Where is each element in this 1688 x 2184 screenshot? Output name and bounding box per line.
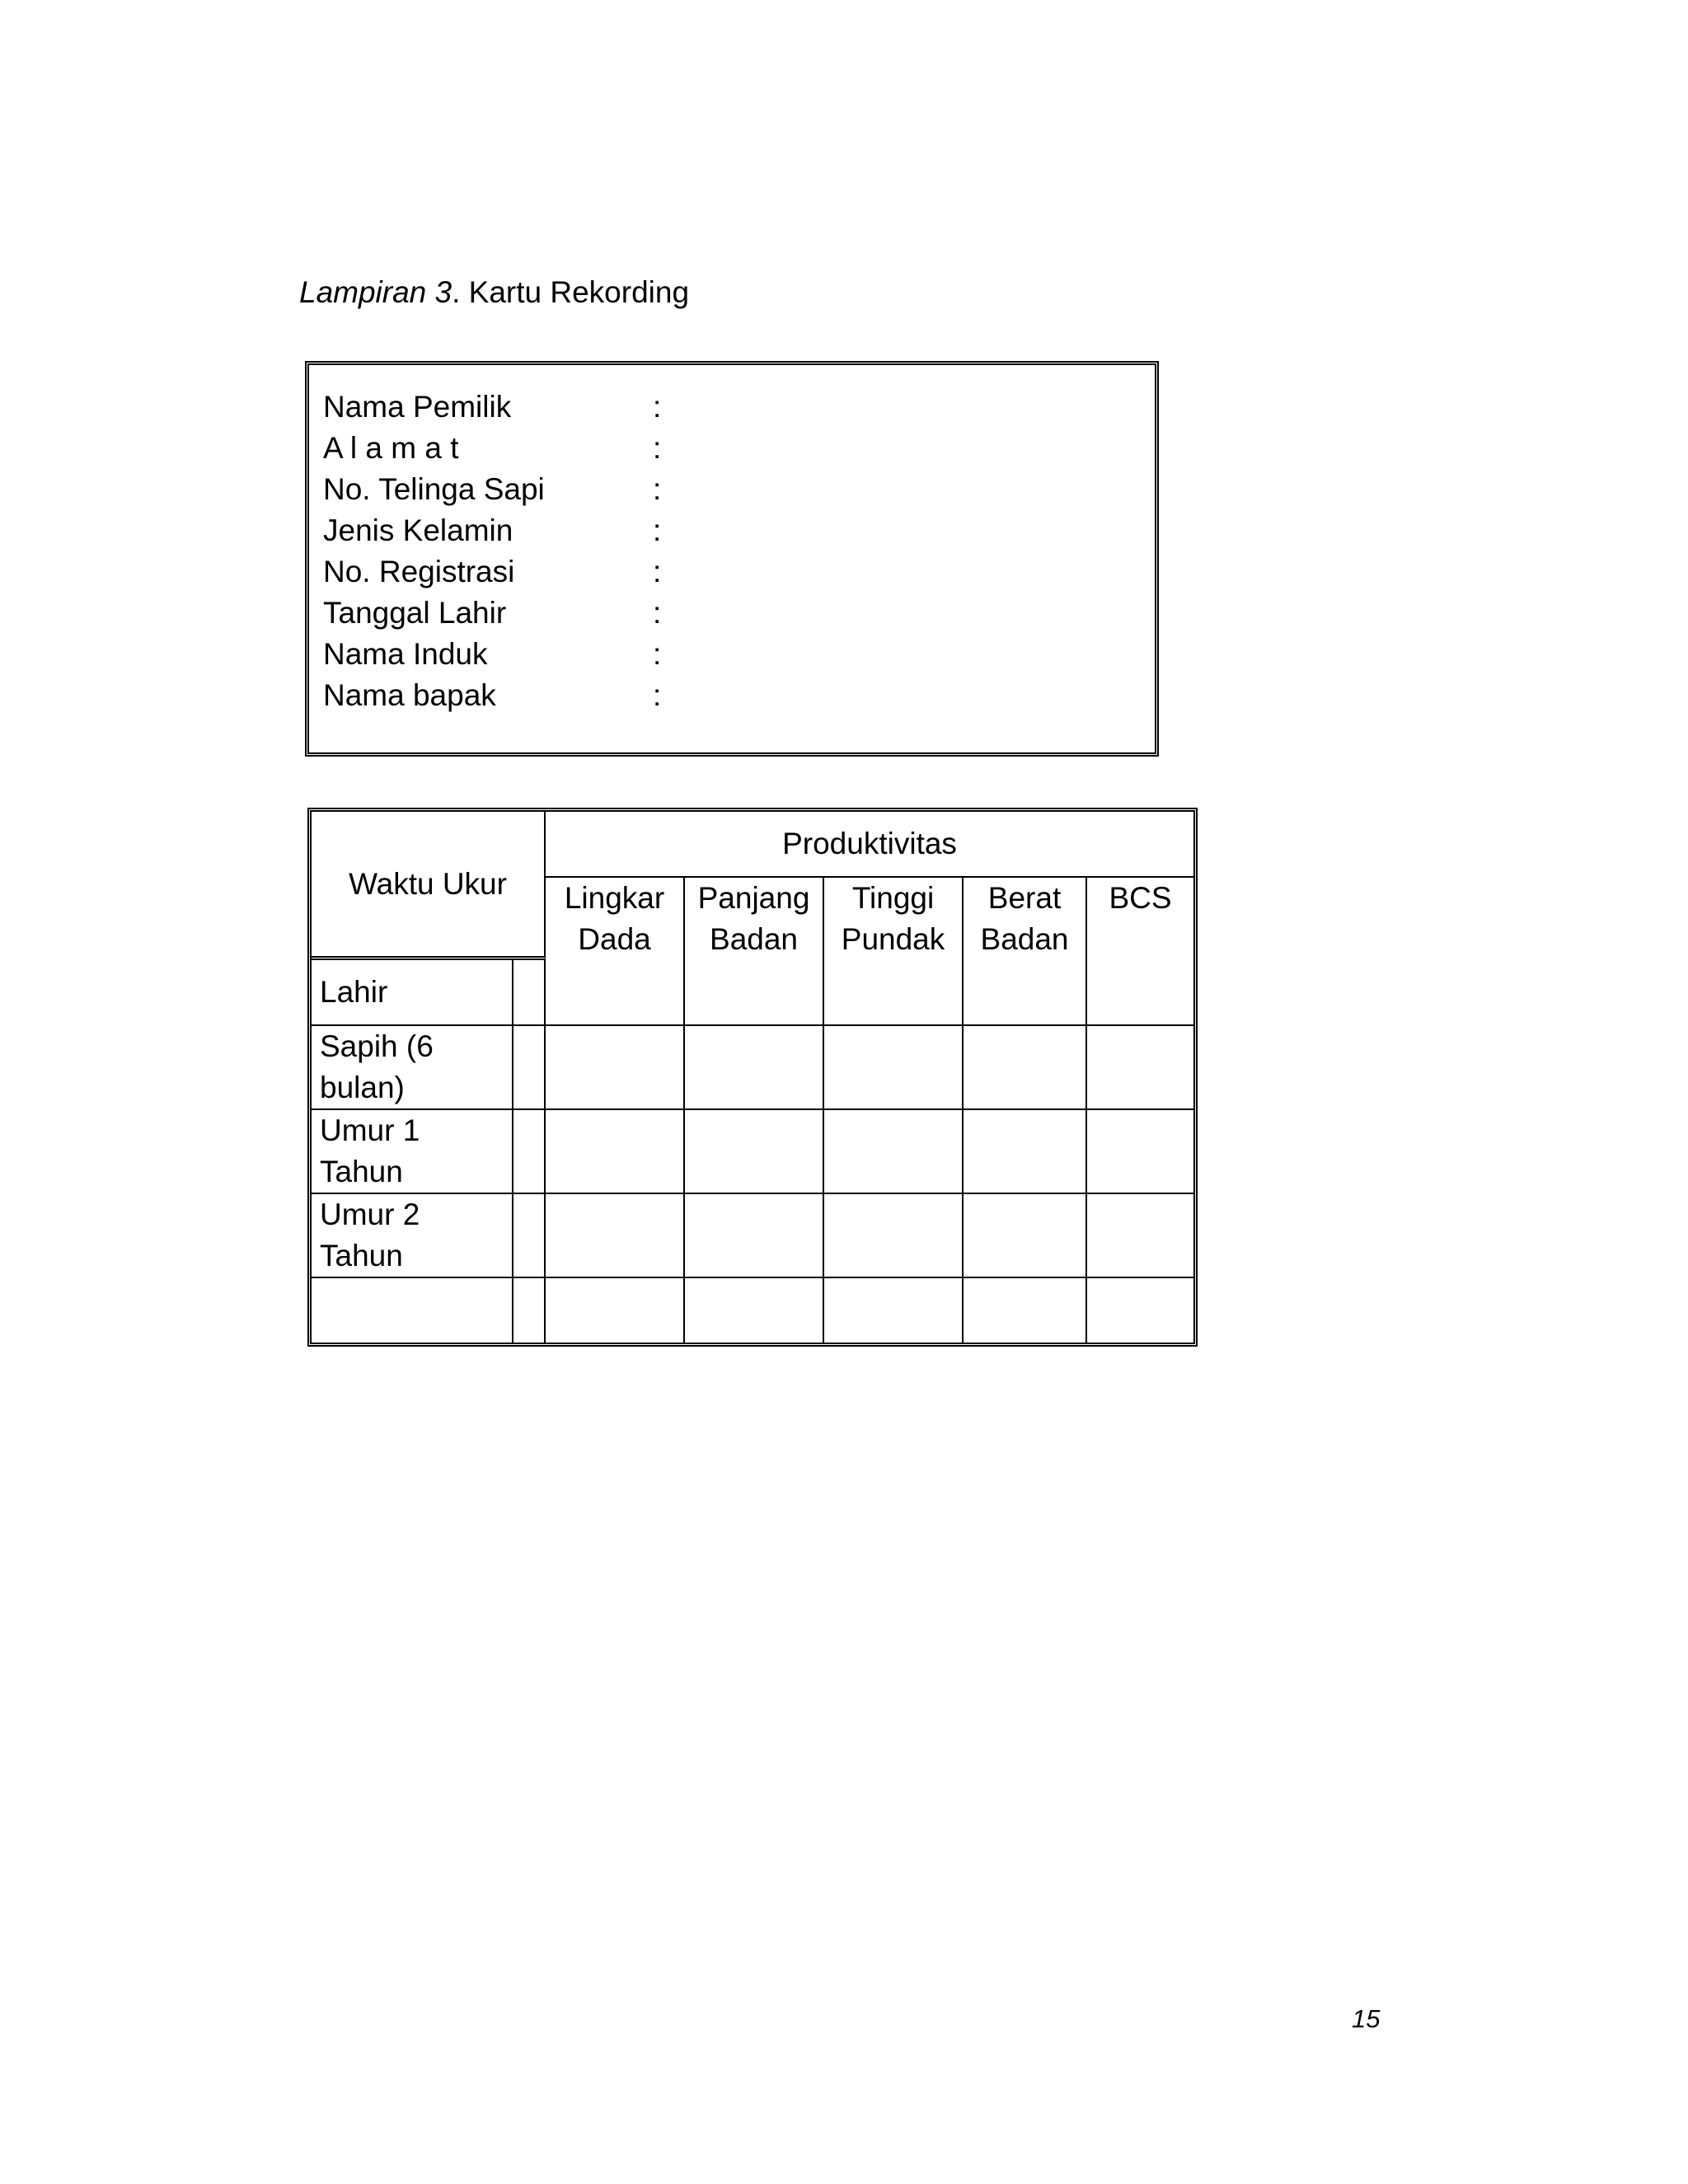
identity-colon: : (653, 390, 662, 424)
table-cell[interactable] (546, 1194, 685, 1278)
row-label-line: bulan) (320, 1071, 405, 1104)
table-cell[interactable] (964, 960, 1087, 1026)
table-cell[interactable] (1087, 1194, 1193, 1278)
table-cell[interactable] (685, 960, 824, 1026)
header-tinggi-pundak (824, 878, 964, 960)
table-cell[interactable] (685, 1194, 824, 1278)
table-row (312, 960, 1193, 1026)
row-label-line: Umur 1 (320, 1113, 420, 1147)
table-cell[interactable] (824, 1026, 964, 1110)
table-cell[interactable] (685, 1110, 824, 1194)
table-cell[interactable] (1087, 1026, 1193, 1110)
header-berat-badan (964, 878, 1087, 960)
row-label-line: Sapih (6 (320, 1029, 434, 1063)
identity-colon: : (653, 431, 662, 465)
identity-colon: : (653, 596, 662, 630)
table-cell[interactable] (685, 1278, 824, 1343)
table-cell[interactable] (513, 1278, 546, 1343)
page-number: 15 (1352, 2004, 1381, 2033)
identity-label: Nama Induk (323, 637, 488, 671)
identity-colon: : (653, 513, 662, 547)
header-line: Badan (710, 922, 799, 956)
identity-label: A l a m a t (323, 431, 459, 465)
header-waktu-ukur: Waktu Ukur (312, 812, 546, 960)
table-cell[interactable] (1087, 1278, 1193, 1343)
caption (299, 272, 689, 313)
table-cell[interactable] (513, 1110, 546, 1194)
header-line: Berat (987, 881, 1062, 915)
table-cell[interactable] (824, 1278, 964, 1343)
header-panjang-badan (685, 878, 824, 960)
identity-row-birth-date (323, 593, 1131, 634)
table-cell[interactable] (824, 960, 964, 1026)
row-label-line: Tahun (320, 1239, 403, 1272)
header-line: Panjang (697, 881, 810, 915)
header-lingkar-dada (546, 878, 685, 960)
identity-label: Nama bapak (323, 678, 496, 712)
identity-list (323, 387, 1131, 716)
identity-label: Nama Pemilik (323, 390, 512, 424)
table-cell[interactable] (1087, 960, 1193, 1026)
identity-row-sex (323, 510, 1131, 551)
table-cell[interactable] (546, 1278, 685, 1343)
table-cell[interactable] (964, 1026, 1087, 1110)
header-line: Tinggi (851, 881, 935, 915)
table-row (312, 1278, 1193, 1343)
identity-row-address (323, 428, 1131, 469)
header-line: Lingkar (564, 881, 665, 915)
identity-colon: : (653, 678, 662, 712)
row-label (312, 1194, 513, 1278)
identity-row-ear-tag (323, 469, 1131, 510)
table-cell[interactable] (546, 960, 685, 1026)
table-cell[interactable] (513, 1026, 546, 1110)
identity-row-registration (323, 551, 1131, 593)
table-cell[interactable] (964, 1110, 1087, 1194)
identity-row-owner (323, 387, 1131, 428)
header-produktivitas: Produktivitas (546, 812, 1193, 878)
identity-label: Jenis Kelamin (323, 513, 513, 547)
row-label-line: Lahir (320, 975, 388, 1009)
table-cell[interactable] (964, 1194, 1087, 1278)
identity-label: Tanggal Lahir (323, 596, 507, 630)
header-line: Pundak (841, 922, 945, 956)
row-label (312, 960, 513, 1026)
table-row (312, 1026, 1193, 1110)
row-label (312, 1110, 513, 1194)
row-label (312, 1026, 513, 1110)
productivity-table (307, 808, 1198, 1347)
table-cell[interactable] (964, 1278, 1087, 1343)
header-line: BCS (1109, 881, 1172, 915)
identity-label: No. Telinga Sapi (323, 472, 545, 506)
table-cell[interactable] (1087, 1110, 1193, 1194)
identity-label: No. Registrasi (323, 555, 515, 588)
identity-row-dam (323, 634, 1131, 675)
caption-prefix: Lampiran 3 (299, 275, 452, 309)
table-row (312, 1110, 1193, 1194)
identity-row-sire (323, 675, 1131, 716)
row-label-line: Umur 2 (320, 1197, 420, 1231)
table-cell[interactable] (685, 1026, 824, 1110)
header-line: Dada (578, 922, 651, 956)
table-cell[interactable] (824, 1194, 964, 1278)
header-line: Badan (980, 922, 1069, 956)
identity-colon: : (653, 555, 662, 588)
caption-suffix: . Kartu Rekording (452, 275, 690, 309)
table-row (312, 1194, 1193, 1278)
row-label (312, 1278, 513, 1343)
table-cell[interactable] (546, 1110, 685, 1194)
header-bcs (1087, 878, 1193, 960)
table-cell[interactable] (513, 960, 546, 1026)
identity-colon: : (653, 472, 662, 506)
table-cell[interactable] (513, 1194, 546, 1278)
identity-box (305, 361, 1159, 757)
identity-colon: : (653, 637, 662, 671)
table-cell[interactable] (824, 1110, 964, 1194)
table-cell[interactable] (546, 1026, 685, 1110)
row-label-line: Tahun (320, 1155, 403, 1188)
